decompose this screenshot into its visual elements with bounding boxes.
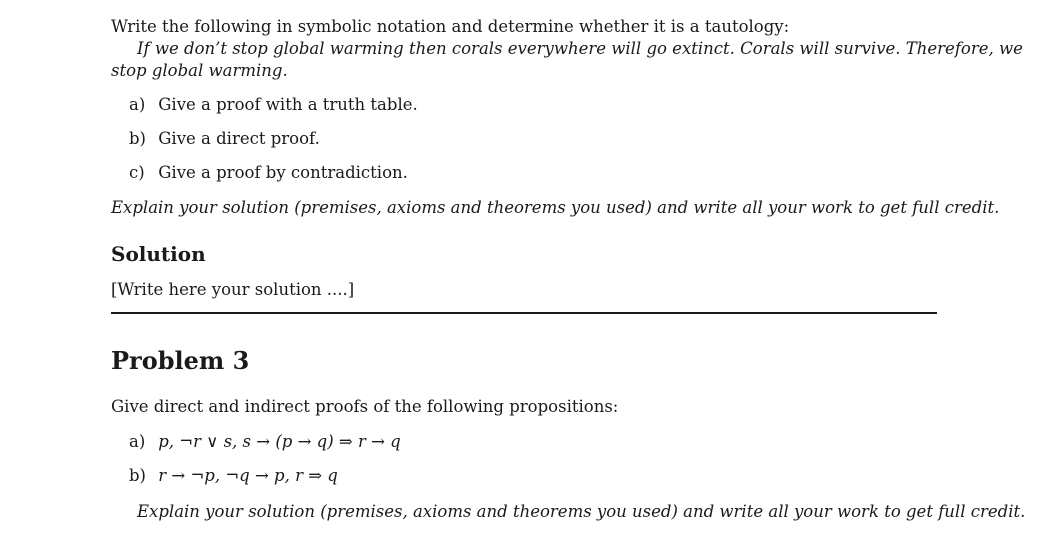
problem3-item-b [129, 466, 338, 486]
problem2-statement-line2: stop global warming. [111, 61, 288, 80]
problem2-item-b [129, 129, 320, 149]
solution-placeholder: [Write here your solution ....] [111, 280, 355, 299]
item-text: Give a direct proof. [158, 129, 320, 148]
problem3-heading: Problem 3 [111, 346, 250, 375]
item-formula: p, ¬r ∨ s, s → (p → q) ⇒ r → q [158, 432, 401, 451]
item-text: Give a proof with a truth table. [158, 95, 418, 114]
problem2-explain: Explain your solution (premises, axioms and theorems you used) and write all your work to get full credit. [111, 198, 1000, 217]
item-label: b) [129, 466, 146, 485]
problem2-statement-line1: If we don’t stop global warming then corals everywhere will go extinct. Corals will survive. Therefore, we [137, 39, 1023, 58]
problem3-intro: Give direct and indirect proofs of the following propositions: [111, 397, 619, 416]
item-formula: r → ¬p, ¬q → p, r ⇒ q [158, 466, 338, 485]
problem2-item-a [129, 95, 418, 115]
problem2-intro: Write the following in symbolic notation and determine whether it is a tautology: [111, 17, 790, 36]
problem3-explain: Explain your solution (premises, axioms and theorems you used) and write all your work to get full credit. [137, 502, 1026, 521]
section-divider [111, 312, 937, 314]
item-label: a) [129, 432, 146, 451]
item-label: b) [129, 129, 146, 148]
problem3-item-a [129, 432, 401, 452]
solution-heading: Solution [111, 242, 206, 266]
item-label: c) [129, 163, 145, 182]
item-label: a) [129, 95, 146, 114]
item-text: Give a proof by contradiction. [158, 163, 408, 182]
problem2-item-c [129, 163, 408, 183]
